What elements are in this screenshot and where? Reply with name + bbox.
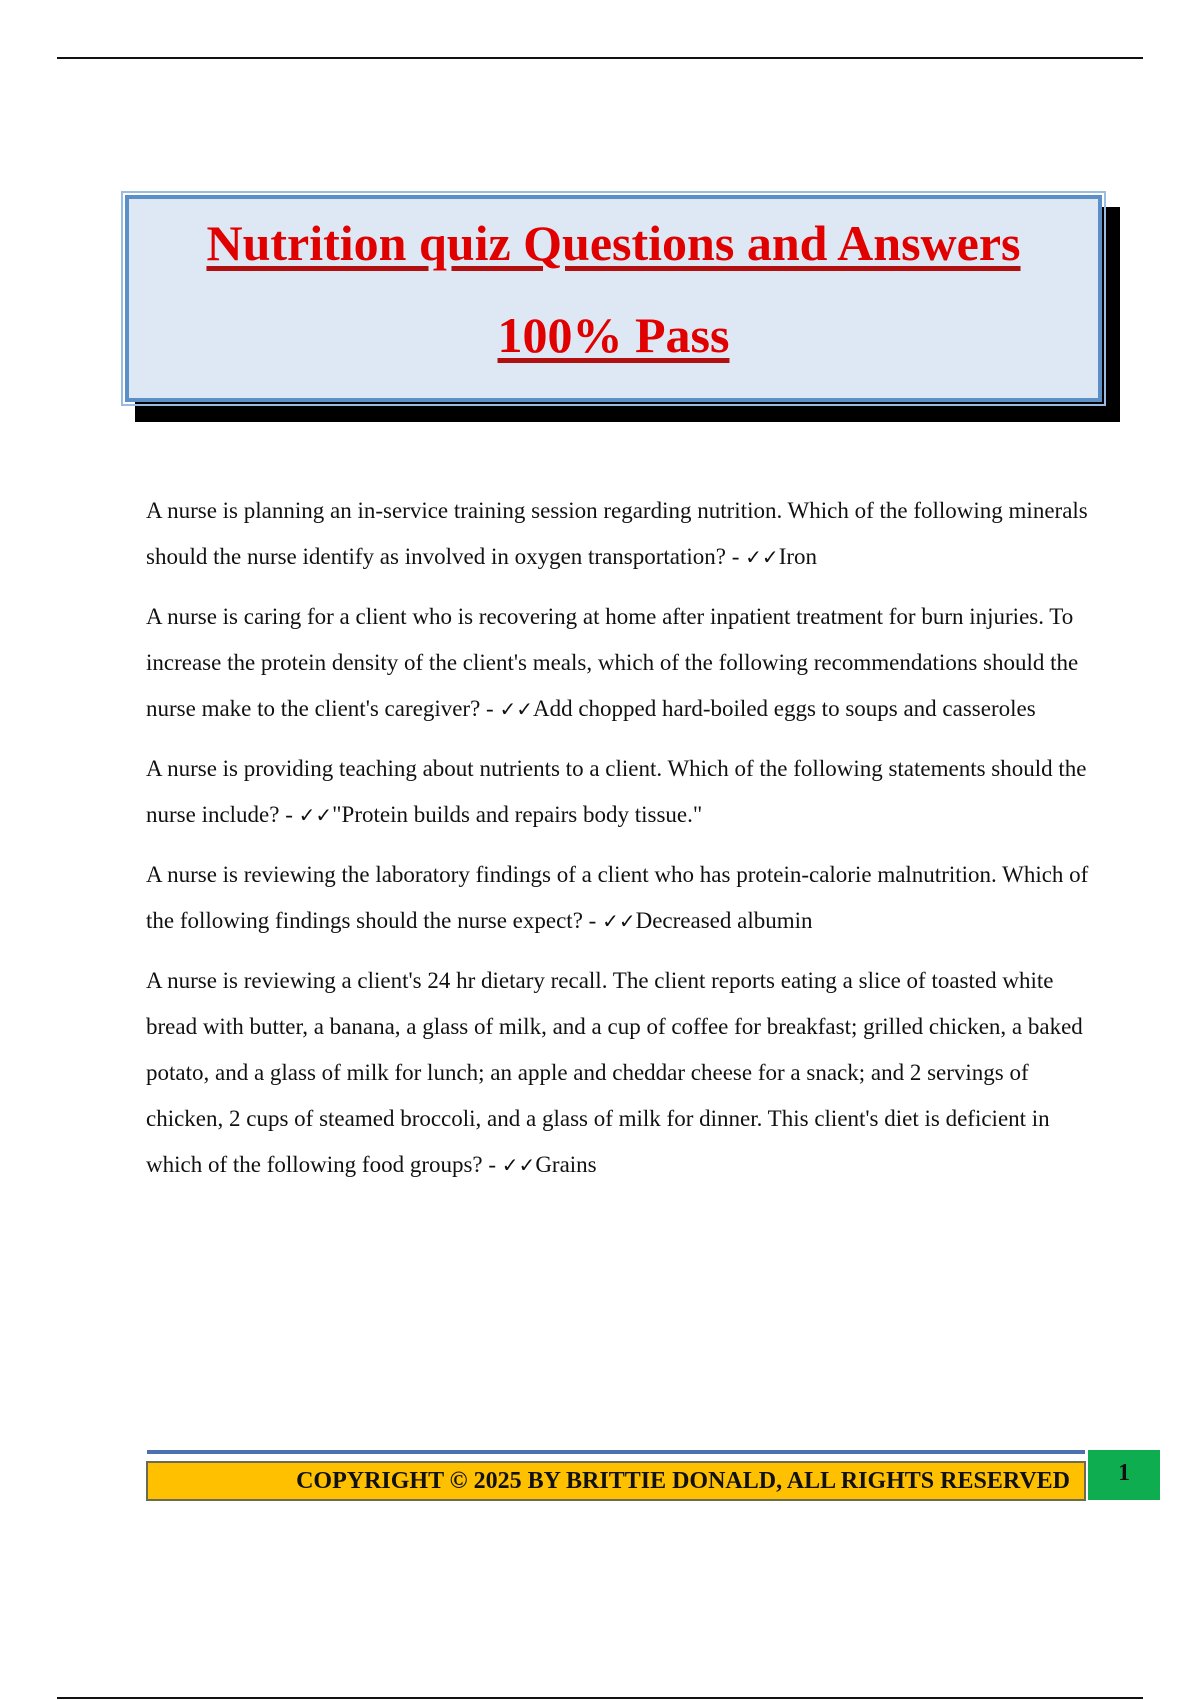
answer-text: Iron [778, 544, 818, 569]
question-text: A nurse is planning an in-service training session regarding nutrition. Which of the following minerals should the nurse identify as involved in oxygen transportation? - [146, 498, 1088, 569]
checkmark-icon: ✓✓ [745, 545, 779, 569]
question-text: A nurse is reviewing a client's 24 hr dietary recall. The client reports eating a slice of toasted white bread with butter, a banana, a glass of milk, and a cup of coffee for breakfast; grilled chicken, a baked potato, and a glass of milk for lunch; an apple and cheddar cheese for a snack; and 2 servings of chicken, 2 cups of steamed broccoli, and a glass of milk for dinner. This client's diet is deficient in which of the following food groups? - [146, 968, 1083, 1177]
answer-text: Decreased albumin [635, 908, 813, 933]
title-banner [125, 195, 1110, 410]
checkmark-icon: ✓✓ [499, 697, 533, 721]
question-text: A nurse is providing teaching about nutrients to a client. Which of the following statements should the nurse include? - [146, 756, 1087, 827]
answer-text: Add chopped hard-boiled eggs to soups and casseroles [532, 696, 1036, 721]
qa-item [146, 958, 1091, 1188]
page-number: 1 [1088, 1450, 1160, 1500]
document-subtitle: 100% Pass [497, 307, 730, 363]
answer-text: "Protein builds and repairs body tissue." [332, 802, 703, 827]
qa-item [146, 594, 1091, 732]
checkmark-icon: ✓✓ [501, 1153, 536, 1177]
document-title: Nutrition quiz Questions and Answers [206, 215, 1021, 271]
qa-item [146, 746, 1091, 838]
bottom-rule [57, 1697, 1143, 1699]
qa-item [146, 852, 1091, 944]
qa-list [146, 488, 1091, 1202]
title-box [125, 195, 1102, 402]
checkmark-icon: ✓✓ [298, 803, 333, 827]
top-rule [57, 57, 1143, 59]
question-text: A nurse is reviewing the laboratory findings of a client who has protein-calorie malnutrition. Which of the following findings should the nurse expect? - [146, 862, 1089, 933]
copyright-text: COPYRIGHT © 2025 BY BRITTIE DONALD, ALL RIGHTS RESERVED [296, 1468, 1070, 1494]
checkmark-icon: ✓✓ [602, 909, 636, 933]
footer-rule [147, 1450, 1085, 1454]
answer-text: Grains [535, 1152, 597, 1177]
qa-item [146, 488, 1091, 580]
copyright-bar [146, 1461, 1086, 1501]
question-text: A nurse is caring for a client who is recovering at home after inpatient treatment for burn injuries. To increase the protein density of the client's meals, which of the following recommendations should the nurse make to the client's caregiver? - [146, 604, 1079, 721]
